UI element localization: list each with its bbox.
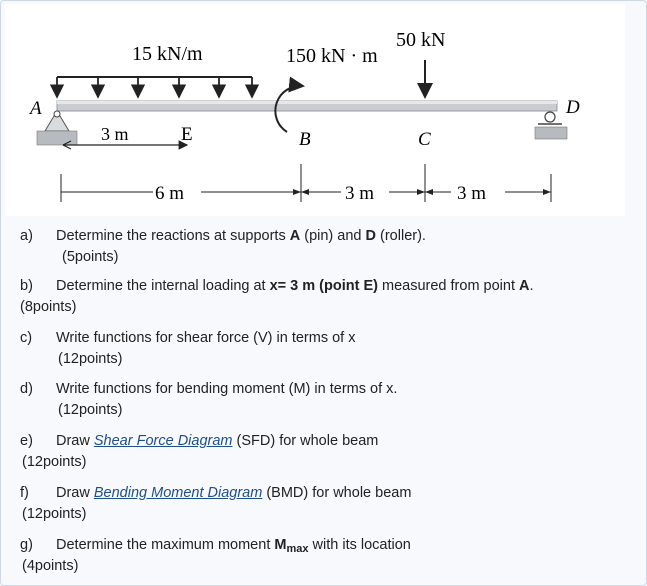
- question-text: Draw Bending Moment Diagram (BMD) for whole beam: [56, 485, 412, 501]
- question-points: (12points): [22, 506, 87, 522]
- sfd-link[interactable]: Shear Force Diagram: [93, 433, 233, 449]
- udl-arrows: [57, 77, 252, 97]
- support-a-label: A: [30, 98, 42, 119]
- question-points: (12points): [22, 454, 87, 470]
- question-text: Determine the reactions at supports A (pin) and D (roller).: [56, 228, 426, 244]
- point-c-label: C: [418, 129, 431, 150]
- dim-3m-bc-label: 3 m: [345, 183, 375, 204]
- beam-diagram: [5, 4, 625, 216]
- beam-figure: [5, 4, 625, 216]
- question-label: g): [20, 537, 33, 553]
- question-label: b): [20, 278, 33, 294]
- question-label: d): [20, 381, 33, 397]
- question-text: Write functions for shear force (V) in terms of x: [56, 330, 356, 346]
- dim-6m-label: 6 m: [155, 183, 185, 204]
- question-points: (12points): [58, 351, 123, 367]
- question-label: c): [20, 330, 33, 346]
- question-label: f): [20, 485, 29, 501]
- question-points: (8points): [20, 299, 77, 315]
- dim-3m-cd-label: 3 m: [457, 183, 487, 204]
- question-label: e): [20, 433, 33, 449]
- pin-support-a: [37, 111, 77, 145]
- bmd-link[interactable]: Bending Moment Diagram: [93, 485, 263, 501]
- point-load-label: 50 kN: [396, 29, 446, 51]
- dim-3m-e-label: 3 m: [101, 124, 129, 144]
- question-label: a): [20, 228, 33, 244]
- udl-label: 15 kN/m: [132, 43, 203, 65]
- question-points: (5points): [62, 249, 119, 265]
- question-text: Write functions for bending moment (M) in terms of x.: [56, 381, 398, 397]
- support-d-label: D: [566, 97, 580, 118]
- question-points: (12points): [58, 402, 123, 418]
- roller-support-d: [535, 112, 567, 139]
- question-points: (4points): [22, 558, 79, 574]
- question-text: Determine the internal loading at x= 3 m (point E) measured from point A.: [56, 278, 534, 294]
- point-e-label: E: [181, 124, 193, 145]
- point-b-label: B: [299, 129, 311, 150]
- moment-label: 150 kN · m: [286, 45, 378, 67]
- question-text: Determine the maximum moment $M_{max}$ with its location: [56, 537, 411, 555]
- question-text: Draw Shear Force Diagram (SFD) for whole beam: [56, 433, 379, 449]
